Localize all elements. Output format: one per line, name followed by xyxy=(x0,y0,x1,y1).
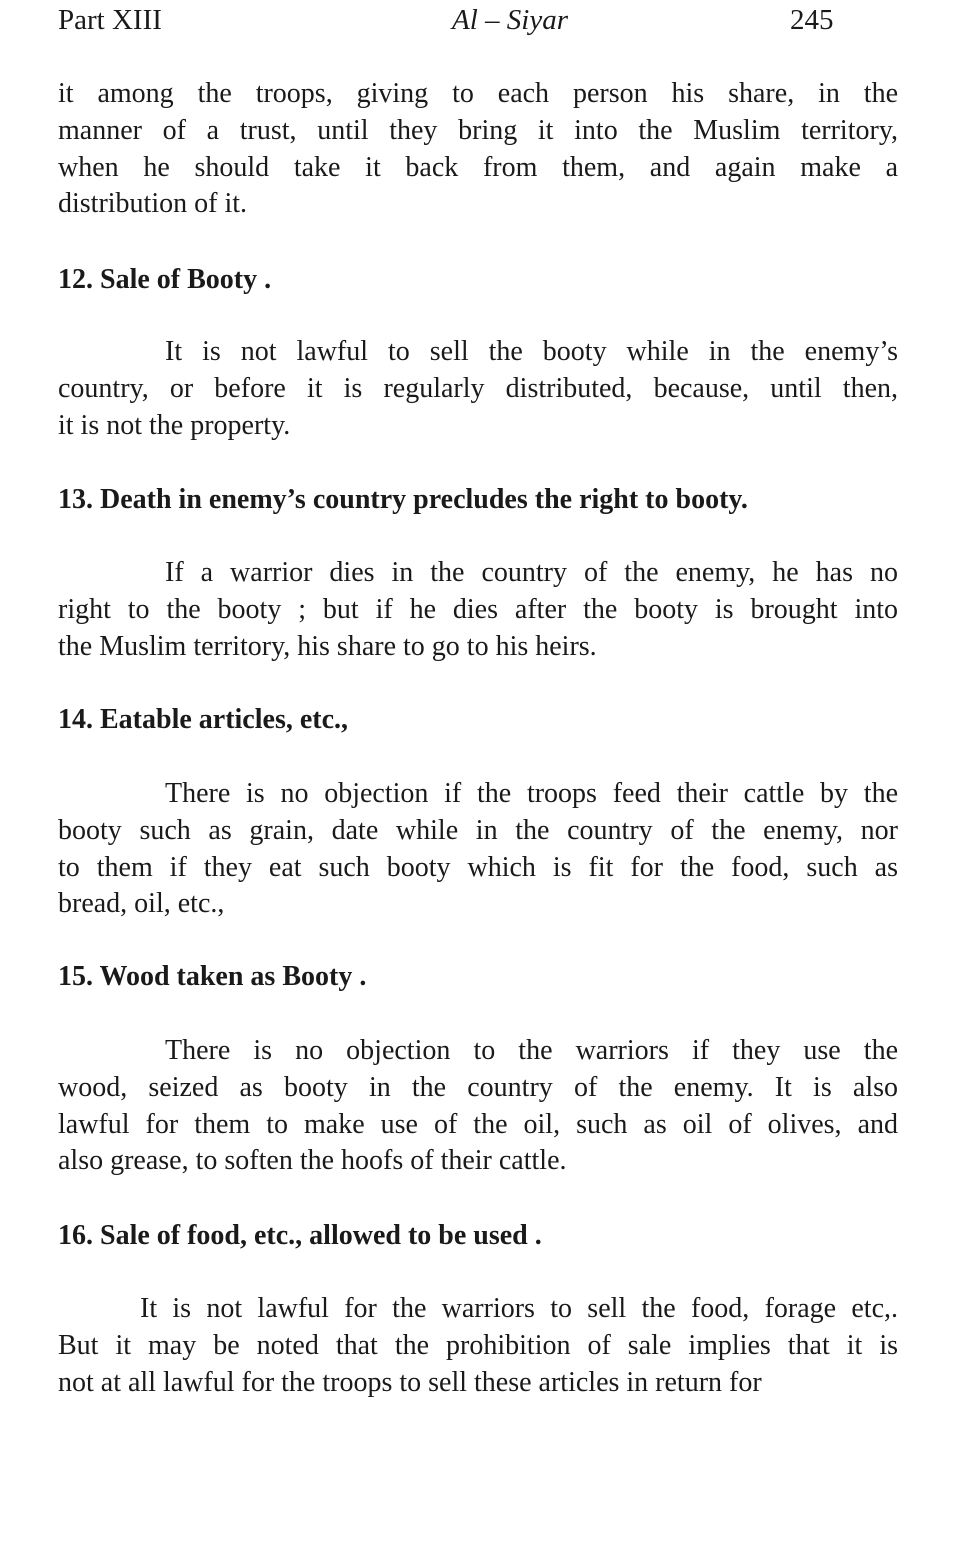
text-line: manner of a trust, until they bring it into the Muslim territory, xyxy=(58,114,898,146)
text-line: distribution of it. xyxy=(58,188,247,220)
page-number: 245 xyxy=(790,4,834,36)
text-line: also grease, to soften the hoofs of their cattle. xyxy=(58,1145,567,1177)
running-header-title: Al – Siyar xyxy=(452,4,568,36)
text-line: right to the booty ; but if he dies after the booty is brought into xyxy=(58,593,898,625)
section-paragraph-16 xyxy=(58,1291,898,1401)
section-heading-15: 15. Wood taken as Booty . xyxy=(58,961,367,992)
text-line: it among the troops, giving to each person his share, in the xyxy=(58,78,898,109)
section-heading-12: 12. Sale of Booty . xyxy=(58,264,272,295)
section-heading-13: 13. Death in enemy’s country precludes the right to booty. xyxy=(58,484,748,515)
section-paragraph-12 xyxy=(58,334,898,444)
text-line: the Muslim territory, his share to go to his heirs. xyxy=(58,630,597,662)
section-heading-16: 16. Sale of food, etc., allowed to be used . xyxy=(58,1220,542,1251)
text-line: If a warrior dies in the country of the enemy, he has no xyxy=(165,557,898,588)
text-line: it is not the property. xyxy=(58,409,291,441)
running-header-part: Part XIII xyxy=(58,4,162,36)
text-line: to them if they eat such booty which is fit for the food, such as xyxy=(58,851,898,883)
intro-paragraph xyxy=(58,76,898,223)
section-heading-14: 14. Eatable articles, etc., xyxy=(58,704,349,735)
text-line: There is no objection to the warriors if they use the xyxy=(165,1035,898,1066)
text-line: country, or before it is regularly distributed, because, until then, xyxy=(58,372,898,404)
text-line: booty such as grain, date while in the country of the enemy, nor xyxy=(58,814,898,846)
section-paragraph-13 xyxy=(58,555,898,665)
text-line: There is no objection if the troops feed their cattle by the xyxy=(165,778,898,809)
text-line: It is not lawful to sell the booty while in the enemy’s xyxy=(165,336,898,367)
text-line: not at all lawful for the troops to sell these articles in return for xyxy=(58,1366,762,1398)
section-paragraph-15 xyxy=(58,1033,898,1180)
text-line: lawful for them to make use of the oil, such as oil of olives, and xyxy=(58,1108,898,1140)
text-line: wood, seized as booty in the country of the enemy. It is also xyxy=(58,1071,898,1103)
text-line: bread, oil, etc., xyxy=(58,888,225,920)
text-line: But it may be noted that the prohibition of sale implies that it is xyxy=(58,1329,898,1361)
section-paragraph-14 xyxy=(58,776,898,923)
text-line: when he should take it back from them, and again make a xyxy=(58,151,898,183)
text-line: It is not lawful for the warriors to sell the food, forage etc,. xyxy=(140,1293,898,1324)
